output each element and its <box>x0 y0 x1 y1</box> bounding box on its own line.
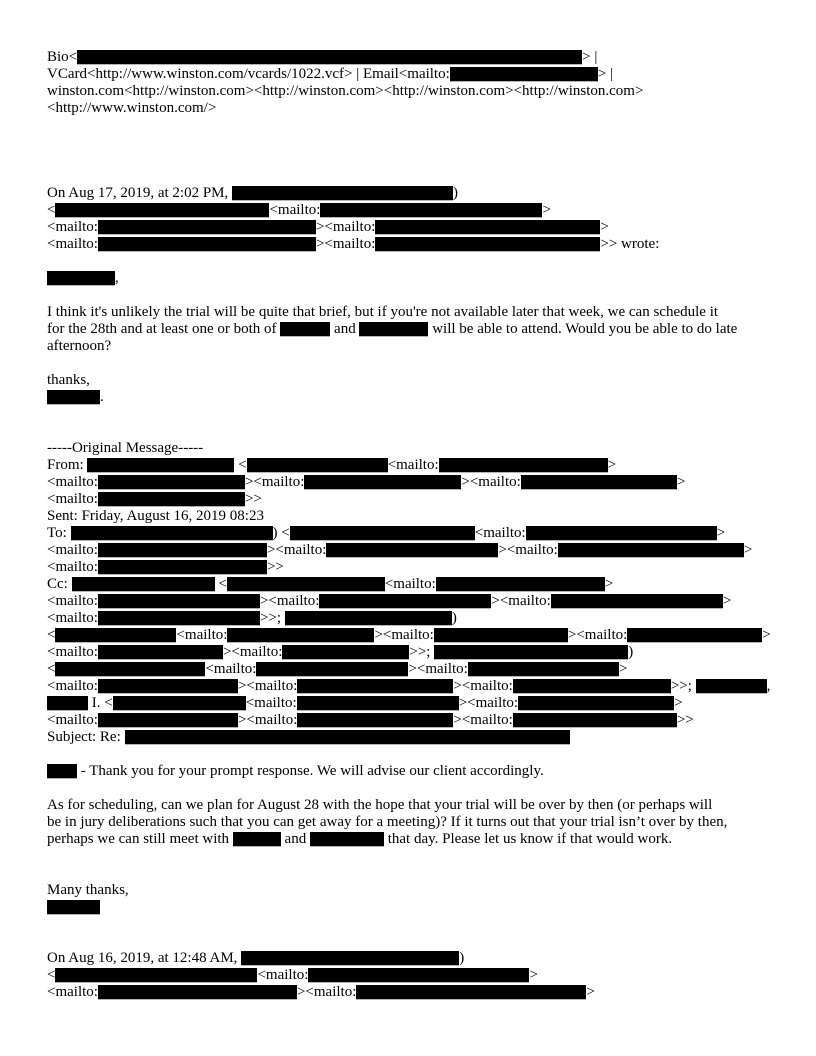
redaction-bar <box>55 628 176 642</box>
redaction-bar <box>320 203 542 217</box>
text-segment: >> wrote: <box>600 236 660 252</box>
blank-line <box>47 406 780 423</box>
text-segment: ><mailto: <box>315 236 376 252</box>
redaction-bar <box>696 679 767 693</box>
text-segment: > <box>529 967 538 983</box>
text-line <box>47 559 780 576</box>
text-segment: ><mailto: <box>491 593 551 609</box>
blank-line <box>47 848 780 865</box>
redaction-bar <box>247 458 388 472</box>
text-segment: <mailto: <box>47 610 98 626</box>
blank-line <box>47 287 780 304</box>
text-segment: ) <box>453 185 459 201</box>
text-segment: ><mailto: <box>237 678 298 694</box>
redaction-bar <box>98 594 260 608</box>
redaction-bar <box>71 526 273 540</box>
blank-line <box>47 746 780 763</box>
redaction-bar <box>72 577 215 591</box>
redaction-bar <box>326 543 498 557</box>
text-segment: ><mailto: <box>498 542 558 558</box>
redaction-bar <box>55 662 205 676</box>
redaction-bar <box>98 713 238 727</box>
text-line <box>47 321 780 338</box>
text-segment: ><mailto: <box>266 542 327 558</box>
text-segment: <mailto: <box>474 525 526 541</box>
text-segment: that day. Please let us know if that would work. <box>383 831 673 847</box>
text-segment: I think it's unlikely the trial will be quite that brief, but if you're not available later that week, we can schedule it <box>47 304 719 320</box>
blank-line <box>47 780 780 797</box>
text-segment: To: <box>47 525 71 541</box>
text-segment: >> <box>244 491 262 507</box>
redaction-bar <box>319 594 491 608</box>
redaction-bar <box>526 526 717 540</box>
text-line <box>47 593 780 610</box>
text-segment: <mailto: <box>47 542 98 558</box>
text-segment: < <box>47 202 56 218</box>
text-segment: > <box>674 695 683 711</box>
text-segment: ><mailto: <box>244 474 305 490</box>
redaction-bar <box>98 645 223 659</box>
text-segment: <mailto: <box>47 559 98 575</box>
text-segment: > <box>604 576 614 592</box>
text-segment: <mailto: <box>245 695 297 711</box>
redaction-bar <box>47 390 100 404</box>
text-segment: >>; <box>259 610 285 626</box>
text-segment: , <box>115 270 119 286</box>
text-segment: <mailto: <box>269 202 321 218</box>
text-line <box>47 729 780 746</box>
redaction-bar <box>359 322 428 336</box>
text-line <box>47 372 780 389</box>
blank-line <box>47 253 780 270</box>
blank-line <box>47 168 780 185</box>
redaction-bar <box>47 764 77 778</box>
redaction-bar <box>98 985 297 999</box>
text-segment: for the 28th and at least one or both of <box>47 321 281 337</box>
text-segment: , <box>766 678 771 694</box>
redaction-bar <box>310 832 384 846</box>
text-segment: ><mailto: <box>237 712 298 728</box>
text-line <box>47 661 780 678</box>
text-segment: <mailto: <box>257 967 309 983</box>
text-segment: ><mailto: <box>296 984 357 1000</box>
text-segment: >>; <box>670 678 696 694</box>
redaction-bar <box>513 713 677 727</box>
redaction-bar <box>375 237 600 251</box>
text-line <box>47 49 780 66</box>
redaction-bar <box>280 322 330 336</box>
text-line <box>47 219 780 236</box>
text-segment: > <box>722 593 732 609</box>
redaction-bar <box>256 662 408 676</box>
text-segment: ><mailto: <box>259 593 320 609</box>
text-segment: > <box>762 627 771 643</box>
text-line <box>47 270 780 287</box>
text-line <box>47 644 780 661</box>
blank-line <box>47 933 780 950</box>
text-segment: Subject: Re: <box>47 729 125 745</box>
text-segment: ><mailto: <box>374 627 434 643</box>
redaction-bar <box>434 628 568 642</box>
redaction-bar <box>98 492 245 506</box>
text-segment: < <box>214 576 227 592</box>
text-line <box>47 899 780 916</box>
text-segment: On Aug 16, 2019, at 12:48 AM, <box>47 950 242 966</box>
redaction-bar <box>308 968 529 982</box>
redaction-bar <box>450 67 598 81</box>
redaction-bar <box>77 50 582 64</box>
text-segment: >> <box>266 559 284 575</box>
redaction-bar <box>521 475 677 489</box>
text-segment: ><mailto: <box>408 661 468 677</box>
redaction-bar <box>113 696 246 710</box>
redaction-bar <box>297 713 453 727</box>
redaction-bar <box>558 543 744 557</box>
text-segment: I. < <box>88 695 113 711</box>
redaction-bar <box>227 577 385 591</box>
text-segment: > <box>743 542 753 558</box>
text-line <box>47 831 780 848</box>
blank-line <box>47 916 780 933</box>
redaction-bar <box>233 832 281 846</box>
redaction-bar <box>375 220 600 234</box>
text-segment: <mailto: <box>47 678 98 694</box>
text-segment: > | <box>582 49 598 65</box>
text-segment: Many thanks, <box>47 882 129 898</box>
text-line <box>47 797 780 814</box>
text-segment: > <box>716 525 726 541</box>
redaction-bar <box>125 730 570 744</box>
text-segment: - Thank you for your prompt response. We will advise our client accordingly. <box>77 763 544 779</box>
redaction-bar <box>282 645 409 659</box>
redaction-bar <box>436 577 605 591</box>
text-segment: <mailto: <box>47 491 98 507</box>
text-segment: < <box>47 627 56 643</box>
text-segment: > | <box>597 66 613 82</box>
redaction-bar <box>98 611 260 625</box>
text-segment: <mailto: <box>384 576 436 592</box>
redaction-bar <box>241 951 459 965</box>
text-line <box>47 950 780 967</box>
text-segment: ><mailto: <box>453 678 513 694</box>
text-segment: <mailto: <box>47 984 98 1000</box>
redaction-bar <box>297 696 459 710</box>
text-segment: ><mailto: <box>567 627 628 643</box>
text-line <box>47 304 780 321</box>
text-line <box>47 814 780 831</box>
text-segment: thanks, <box>47 372 90 388</box>
text-segment: <mailto: <box>176 627 228 643</box>
text-segment: > <box>600 219 609 235</box>
text-line <box>47 763 780 780</box>
redaction-bar <box>98 543 267 557</box>
text-line <box>47 389 780 406</box>
text-line <box>47 610 780 627</box>
text-segment: ><mailto: <box>315 219 376 235</box>
redaction-bar <box>468 662 619 676</box>
text-line <box>47 882 780 899</box>
blank-line <box>47 117 780 134</box>
redaction-bar <box>232 186 453 200</box>
blank-line <box>47 355 780 372</box>
redaction-bar <box>297 679 453 693</box>
redaction-bar <box>98 475 245 489</box>
text-line <box>47 576 780 593</box>
text-line <box>47 338 780 355</box>
text-segment: ><mailto: <box>458 695 519 711</box>
text-line <box>47 474 780 491</box>
text-segment: winston.com<http://winston.com><http://winston.com><http://winston.com><http://winston.com> <box>47 83 644 99</box>
redaction-bar <box>227 628 374 642</box>
text-line <box>47 984 780 1001</box>
text-line <box>47 491 780 508</box>
text-segment: > <box>676 474 686 490</box>
text-segment: <mailto: <box>47 712 98 728</box>
text-segment: <mailto: <box>47 474 98 490</box>
redaction-bar <box>518 696 674 710</box>
redaction-bar <box>513 679 671 693</box>
text-line <box>47 100 780 117</box>
blank-line <box>47 423 780 440</box>
text-line <box>47 508 780 525</box>
text-segment: and <box>330 321 360 337</box>
redaction-bar <box>98 560 267 574</box>
text-segment: As for scheduling, can we plan for August 28 with the hope that your trial will be over by then (or perhaps will <box>47 797 713 813</box>
text-segment: < <box>234 457 247 473</box>
text-segment: ) <box>451 610 457 626</box>
text-segment: > <box>618 661 628 677</box>
text-line <box>47 695 780 712</box>
text-segment: ) < <box>272 525 290 541</box>
redaction-bar <box>627 628 762 642</box>
redaction-bar <box>98 220 316 234</box>
text-segment: ><mailto: <box>461 474 521 490</box>
text-segment: <mailto: <box>47 236 98 252</box>
redaction-bar <box>87 458 234 472</box>
text-line <box>47 525 780 542</box>
text-line <box>47 236 780 253</box>
text-line <box>47 66 780 83</box>
redaction-bar <box>47 271 115 285</box>
redaction-bar <box>356 985 586 999</box>
text-segment: VCard<http://www.winston.com/vcards/1022.vcf> | Email<mailto: <box>47 66 450 82</box>
text-segment: <mailto: <box>47 644 98 660</box>
blank-line <box>47 134 780 151</box>
blank-line <box>47 865 780 882</box>
text-segment: afternoon? <box>47 338 112 354</box>
text-segment: perhaps we can still meet with <box>47 831 233 847</box>
redaction-bar <box>551 594 723 608</box>
blank-line <box>47 151 780 168</box>
text-segment: ><mailto: <box>222 644 283 660</box>
redaction-bar <box>47 696 88 710</box>
text-line <box>47 542 780 559</box>
redaction-bar <box>304 475 461 489</box>
text-segment: ) <box>628 644 634 660</box>
text-segment: >> <box>676 712 694 728</box>
text-line <box>47 457 780 474</box>
text-line <box>47 440 780 457</box>
text-segment: > <box>586 984 595 1000</box>
text-segment: Cc: <box>47 576 72 592</box>
text-segment: will be able to attend. Would you be able to do late <box>428 321 738 337</box>
text-segment: < <box>47 967 56 983</box>
text-segment: ><mailto: <box>453 712 513 728</box>
text-line <box>47 83 780 100</box>
text-segment: -----Original Message----- <box>47 440 204 456</box>
text-segment: <http://www.winston.com/> <box>47 100 217 116</box>
redaction-bar <box>290 526 475 540</box>
text-line <box>47 712 780 729</box>
text-segment: From: <box>47 457 88 473</box>
text-segment: be in jury deliberations such that you can get away for a meeting)? If it turns out that your trial isn’t over by then, <box>47 814 728 830</box>
text-segment: > <box>607 457 617 473</box>
text-segment: ) <box>459 950 465 966</box>
text-line <box>47 185 780 202</box>
redaction-bar <box>439 458 608 472</box>
text-segment: <mailto: <box>47 219 98 235</box>
text-segment: >>; <box>409 644 435 660</box>
text-segment: On Aug 17, 2019, at 2:02 PM, <box>47 185 233 201</box>
redaction-bar <box>434 645 628 659</box>
text-segment: < <box>47 661 56 677</box>
text-segment: and <box>280 831 310 847</box>
text-segment: <mailto: <box>205 661 257 677</box>
text-segment: <mailto: <box>47 593 98 609</box>
text-segment: . <box>100 389 104 405</box>
text-segment: Sent: Friday, August 16, 2019 08:23 <box>47 508 264 524</box>
text-line <box>47 678 780 695</box>
redaction-bar <box>55 203 269 217</box>
redaction-bar <box>98 237 316 251</box>
redaction-bar <box>285 611 452 625</box>
redaction-bar <box>47 900 100 914</box>
text-segment: > <box>542 202 551 218</box>
text-line <box>47 202 780 219</box>
text-segment: <mailto: <box>387 457 439 473</box>
redaction-bar <box>98 679 238 693</box>
text-line <box>47 967 780 984</box>
redaction-bar <box>55 968 257 982</box>
text-segment: Bio< <box>47 49 78 65</box>
text-line <box>47 627 780 644</box>
